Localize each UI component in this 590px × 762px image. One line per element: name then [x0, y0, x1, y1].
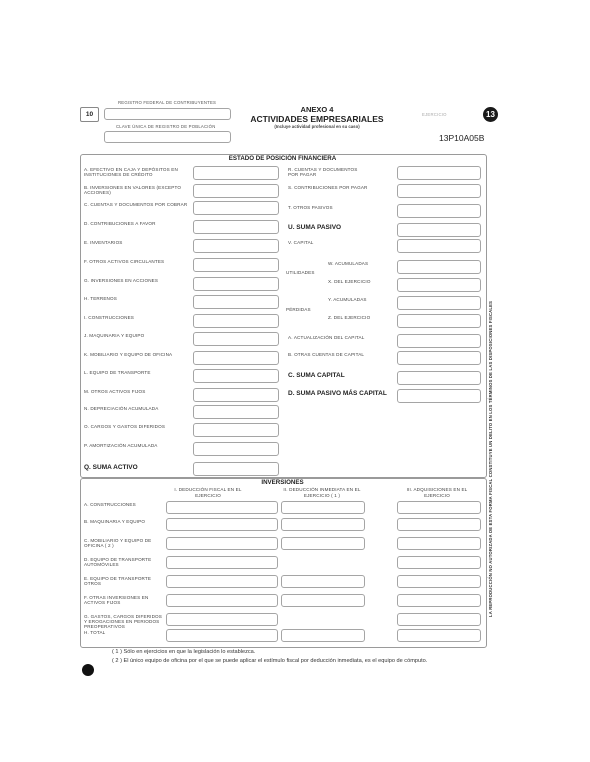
- inversion-field[interactable]: [166, 613, 278, 626]
- ejercicio-label: EJERCICIO: [422, 112, 447, 117]
- note-1: ( 1 ) Sólo en ejercicios en que la legislación lo establezca.: [112, 649, 256, 655]
- inversion-field[interactable]: [166, 594, 278, 607]
- col-deduccion-fiscal: I. DEDUCCIÓN FISCAL EN EL EJERCICIO: [174, 487, 242, 498]
- estado-left-field[interactable]: [193, 295, 279, 309]
- inversion-field[interactable]: [166, 537, 278, 550]
- estado-right-label: Y. ACUMULADAS: [328, 297, 367, 302]
- inversion-field[interactable]: [281, 594, 365, 607]
- curp-field[interactable]: [104, 131, 231, 143]
- estado-left-field[interactable]: [193, 388, 279, 402]
- estado-left-label: K. MOBILIARIO Y EQUIPO DE OFICINA: [84, 352, 173, 357]
- estado-right-label: X. DEL EJERCICIO: [328, 279, 371, 284]
- estado-left-label: F. OTROS ACTIVOS CIRCULANTES: [84, 259, 165, 264]
- inversion-row-label: D. EQUIPO DE TRANSPORTE AUTOMÓVILES: [84, 557, 152, 568]
- estado-right-label: U. SUMA PASIVO: [288, 224, 342, 231]
- inversion-field[interactable]: [166, 629, 278, 642]
- estado-right-label: W. ACUMULADAS: [328, 261, 369, 266]
- estado-right-field[interactable]: [397, 184, 481, 198]
- estado-right-field[interactable]: [397, 334, 481, 348]
- estado-left-field[interactable]: [193, 442, 279, 456]
- estado-right-label: V. CAPITAL: [288, 240, 314, 245]
- estado-left-label: N. DEPRECIACIÓN ACUMULADA: [84, 406, 159, 411]
- estado-right-label: B. OTRAS CUENTAS DE CAPITAL: [288, 352, 365, 357]
- utilidades-label: UTILIDADES: [286, 270, 315, 275]
- estado-left-field[interactable]: [193, 351, 279, 365]
- page-number: 10: [80, 107, 99, 122]
- inversion-field[interactable]: [281, 501, 365, 514]
- estado-right-field[interactable]: [397, 314, 481, 328]
- estado-left-field[interactable]: [193, 239, 279, 253]
- estado-left-label: D. CONTRIBUCIONES A FAVOR: [84, 221, 156, 226]
- inversion-row-label: G. GASTOS, CARGOS DIFERIDOS Y EROGACIONES EN PERIODOS PREOPERATIVOS: [84, 614, 162, 630]
- estado-right-field[interactable]: [397, 351, 481, 365]
- estado-left-label: G. INVERSIONES EN ACCIONES: [84, 278, 159, 283]
- inversion-field[interactable]: [166, 501, 278, 514]
- estado-left-label: C. CUENTAS Y DOCUMENTOS POR COBRAR: [84, 202, 188, 207]
- inversion-field[interactable]: [397, 501, 481, 514]
- estado-left-field[interactable]: [193, 314, 279, 328]
- estado-right-field[interactable]: [397, 239, 481, 253]
- side-legal-text-content: LA REPRODUCCIÓN NO AUTORIZADA DE ESTA FORMA FISCAL CONSTITUYE UN DELITO EN LOS TÉRMINOS DE LAS DISPOSICIONES FISCALES: [488, 300, 493, 617]
- estado-left-label: B. INVERSIONES EN VALORES (EXCEPTO ACCIONES): [84, 185, 182, 196]
- estado-left-label: M. OTROS ACTIVOS FIJOS: [84, 389, 146, 394]
- estado-right-label: A. ACTUALIZACIÓN DEL CAPITAL: [288, 335, 365, 340]
- inversion-field[interactable]: [281, 629, 365, 642]
- estado-left-field[interactable]: [193, 258, 279, 272]
- estado-right-field[interactable]: [397, 204, 481, 218]
- rfc-label: REGISTRO FEDERAL DE CONTRIBUYENTES: [118, 100, 217, 105]
- form-code: 13P10A05B: [439, 133, 485, 143]
- inversion-field[interactable]: [397, 537, 481, 550]
- inversion-field[interactable]: [397, 629, 481, 642]
- inversion-field[interactable]: [281, 537, 365, 550]
- estado-right-field[interactable]: [397, 260, 481, 274]
- col-deduccion-inmediata: II. DEDUCCIÓN INMEDIATA EN EL EJERCICIO ( 1 ): [283, 487, 361, 498]
- inversiones-title: INVERSIONES: [261, 479, 304, 486]
- estado-left-field[interactable]: [193, 277, 279, 291]
- inversion-row-label: H. TOTAL: [84, 630, 106, 635]
- estado-left-label: I. CONSTRUCCIONES: [84, 315, 135, 320]
- inversion-field[interactable]: [166, 518, 278, 531]
- inversion-field[interactable]: [166, 556, 278, 569]
- inversion-field[interactable]: [397, 575, 481, 588]
- form-title: ACTIVIDADES EMPRESARIALES: [250, 114, 384, 124]
- estado-right-label: S. CONTRIBUCIONES POR PAGAR: [288, 185, 368, 190]
- estado-left-label: E. INVENTARIOS: [84, 240, 123, 245]
- estado-left-label: Q. SUMA ACTIVO: [84, 464, 138, 471]
- curp-label: CLAVE ÚNICA DE REGISTRO DE POBLACIÓN: [116, 124, 216, 129]
- estado-left-label: J. MAQUINARIA Y EQUIPO: [84, 333, 145, 338]
- form-badge: 13: [483, 107, 498, 122]
- inversion-row-label: C. MOBILIARIO Y EQUIPO DE OFICINA ( 2 ): [84, 538, 152, 549]
- estado-left-field[interactable]: [193, 332, 279, 346]
- estado-left-field[interactable]: [193, 201, 279, 215]
- inversion-row-label: B. MAQUINARIA Y EQUIPO: [84, 519, 146, 524]
- side-legal-text: [482, 237, 492, 617]
- estado-right-field[interactable]: [397, 371, 481, 385]
- perdidas-label: PÉRDIDAS: [286, 307, 311, 312]
- estado-left-field[interactable]: [193, 423, 279, 437]
- inversion-field[interactable]: [397, 594, 481, 607]
- rfc-field[interactable]: [104, 108, 231, 120]
- inversion-field[interactable]: [281, 518, 365, 531]
- estado-right-field[interactable]: [397, 278, 481, 292]
- inversion-row-label: A. CONSTRUCCIONES: [84, 502, 136, 507]
- estado-right-field[interactable]: [397, 296, 481, 310]
- estado-left-field[interactable]: [193, 166, 279, 180]
- anexo-label: ANEXO 4: [300, 105, 334, 114]
- estado-right-label: D. SUMA PASIVO MÁS CAPITAL: [288, 390, 387, 397]
- estado-left-label: L. EQUIPO DE TRANSPORTE: [84, 370, 151, 375]
- estado-left-field[interactable]: [193, 405, 279, 419]
- inversion-field[interactable]: [397, 556, 481, 569]
- estado-left-label: A. EFECTIVO EN CAJA Y DEPÓSITOS EN INSTITUCIONES DE CRÉDITO: [84, 167, 178, 178]
- estado-right-field[interactable]: [397, 389, 481, 403]
- inversion-row-label: F. OTRAS INVERSIONES EN ACTIVOS FIJOS: [84, 595, 149, 606]
- estado-left-field[interactable]: [193, 369, 279, 383]
- note-2: ( 2 ) El único equipo de oficina por el que se puede aplicar el estímulo fiscal por deducción inmediata, es el equipo de cómputo.: [112, 658, 428, 664]
- estado-right-field[interactable]: [397, 166, 481, 180]
- estado-left-field[interactable]: [193, 462, 279, 476]
- estado-right-label: T. OTROS PASIVOS: [288, 205, 333, 210]
- registration-mark: [82, 664, 94, 676]
- estado-title: ESTADO DE POSICIÓN FINANCIERA: [228, 155, 337, 162]
- estado-right-label: R. CUENTAS Y DOCUMENTOS POR PAGAR: [288, 167, 358, 178]
- inversion-row-label: E. EQUIPO DE TRANSPORTE OTROS: [84, 576, 152, 587]
- estado-left-label: P. AMORTIZACIÓN ACUMULADA: [84, 443, 158, 448]
- estado-right-field[interactable]: [397, 223, 481, 237]
- col-adquisiciones: III. ADQUISICIONES EN EL EJERCICIO: [406, 487, 468, 498]
- form-subtitle: (Incluye actividad profesional en su caso): [274, 124, 360, 129]
- estado-right-label: Z. DEL EJERCICIO: [328, 315, 371, 320]
- estado-left-field[interactable]: [193, 184, 279, 198]
- inversion-field[interactable]: [281, 575, 365, 588]
- inversion-field[interactable]: [397, 518, 481, 531]
- estado-left-label: H. TERRENOS: [84, 296, 117, 301]
- estado-left-label: O. CARGOS Y GASTOS DIFERIDOS: [84, 424, 166, 429]
- estado-right-label: C. SUMA CAPITAL: [288, 372, 345, 379]
- estado-left-field[interactable]: [193, 220, 279, 234]
- inversion-field[interactable]: [166, 575, 278, 588]
- inversion-field[interactable]: [397, 613, 481, 626]
